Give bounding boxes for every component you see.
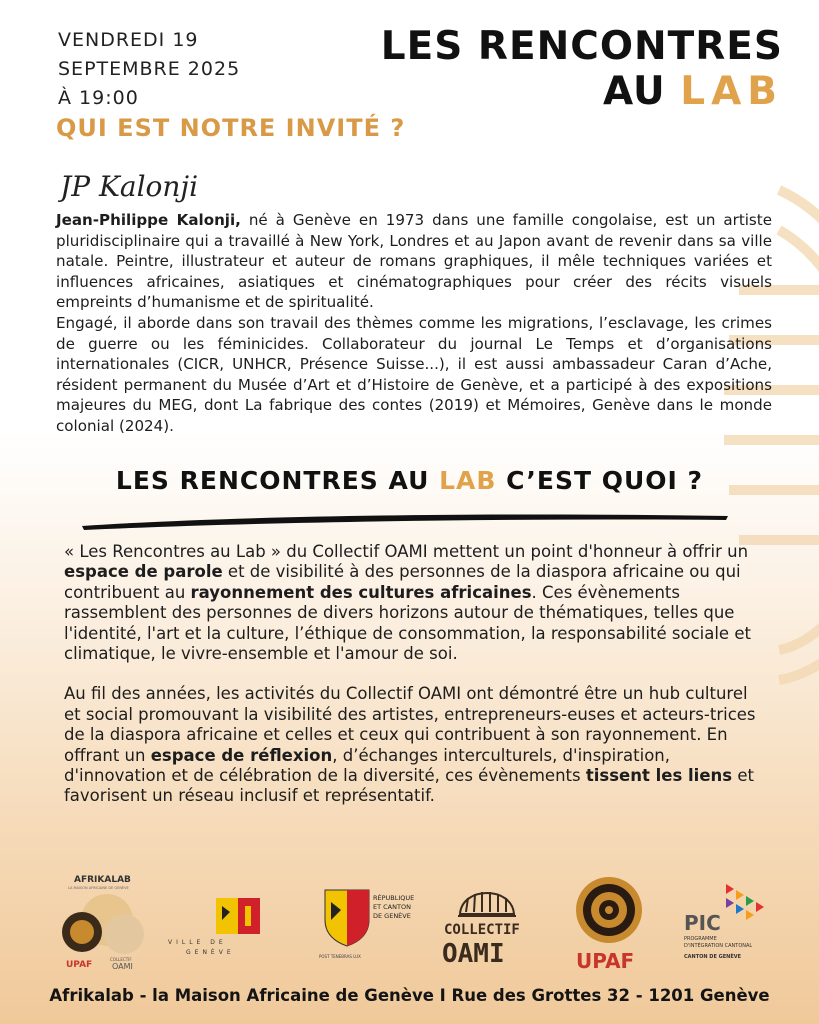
ville-text: VILLE DE (168, 939, 227, 946)
republique-l2: ET CANTON (373, 903, 411, 911)
title-au: AU (603, 69, 666, 114)
about-text: et de visibilité à des personnes de la diaspora africaine ou qui contribuent au (64, 562, 741, 602)
ville-geneve-logo (166, 892, 276, 962)
about-paragraph-2 (64, 684, 764, 806)
artist-signature (58, 160, 208, 212)
about-text: . Ces évènements rassemblent des personnes de divers horizons autour de thématiques, telles que l'identité, l'art et la culture, l’éthique de consommation, la responsabilité sociale et climatique, le vivre-ensemble et l'amour de soi. (64, 582, 751, 664)
geneve-text: GENÈVE (186, 949, 235, 956)
section-heading-prefix: LES RENCONTRES AU (115, 466, 440, 495)
date-line-2: SEPTEMBRE 2025 (58, 58, 241, 80)
page-title (381, 24, 783, 114)
afrikalab-text: AFRIKALAB (74, 875, 131, 885)
oami-small-text: OAMI (112, 962, 133, 971)
republique-l1: RÉPUBLIQUE (373, 894, 415, 902)
upaf-small-text: UPAF (66, 960, 93, 970)
date-line-1: VENDREDI 19 (58, 29, 199, 51)
afrikalab-logo (52, 872, 162, 972)
about-bold: espace de réflexion (150, 745, 333, 765)
section-heading-lab: LAB (439, 466, 497, 495)
about-bold: rayonnement des cultures africaines (190, 582, 532, 602)
about-bold: espace de parole (64, 562, 223, 582)
bio-text-1: né à Genève en 1973 dans une famille congolaise, est un artiste pluridisciplinaire qui a travaillé à New York, Londres et au Japon avant de revenir dans sa ville natale. Peintre, illustrateur et auteur de romans graphiques, il mêle techniques variées et influences africaines, asiatiques et cinématographiques pour créer des récits visuels empreints d’humanisme et de spiritualité. (56, 211, 772, 312)
collectif-text: COLLECTIF (444, 922, 520, 938)
about-text: et favorisent un réseau inclusif et représentatif. (64, 766, 754, 806)
oami-text: OAMI (442, 939, 505, 968)
afrikalab-sub: LA MAISON AFRICAINE DE GENÈVE (68, 886, 129, 890)
upaf-logo (568, 874, 650, 972)
title-line-1: LES RENCONTRES (380, 24, 783, 69)
republique-geneve-logo (315, 880, 425, 962)
about-section (64, 542, 764, 827)
bio-paragraph-2: Engagé, il aborde dans son travail des thèmes comme les migrations, l’esclavage, les crimes de guerre ou les féminicides. Collaborateur du journal Le Temps et d’organisations internationales (CICR, UNHCR, Présence Suisse...), il est aussi ambassadeur Caran d’Ache, résident permanent du Musée d’Art et d’Histoire de Genève, et a participé à des expositions majeures du MEG, dont La fabrique des contes (2019) et Mémoires, Genève dans le monde colonial (2024). (56, 313, 772, 435)
about-text: « Les Rencontres au Lab » du Collectif OAMI mettent un point d'honneur à offrir un (64, 542, 749, 561)
signature-text: JP Kalonji (60, 170, 199, 203)
republique-l3: DE GENÈVE (373, 912, 411, 920)
about-paragraph-1 (64, 542, 764, 664)
guest-heading: QUI EST NOTRE INVITÉ ? (56, 114, 406, 142)
upaf-text: UPAF (576, 949, 635, 972)
partner-logos (0, 872, 819, 982)
pic-l2: D'INTÉGRATION CANTONAL (684, 943, 753, 949)
footer-address: Afrikalab - la Maison Africaine de Genève I Rue des Grottes 32 - 1201 Genève (49, 986, 770, 1005)
about-text: Au fil des années, les activités du Collectif OAMI ont démontré être un hub culturel et social promouvant la visibilité des artistes, entrepreneurs-euses et acteurs-trices de la diaspora africaine et celles et ceux qui contribuent à son rayonnement. En offrant un (64, 684, 756, 765)
title-lab: LAB (680, 69, 783, 114)
pic-logo (680, 882, 790, 964)
guest-name: Jean-Philippe Kalonji, (56, 211, 241, 229)
event-time: À 19:00 (58, 87, 139, 109)
about-bold: tissent les liens (585, 766, 733, 786)
event-date (58, 26, 240, 113)
collectif-oami-logo (432, 876, 542, 968)
pic-l3: CANTON DE GENÈVE (684, 954, 742, 960)
guest-bio (56, 210, 772, 437)
section-heading-suffix: C’EST QUOI ? (496, 466, 704, 495)
oami-small-top: COLLECTIF (110, 957, 132, 962)
pic-text: PIC (684, 911, 721, 935)
republique-motto: POST TENEBRAS LUX (319, 954, 361, 959)
section-heading (0, 466, 819, 495)
pic-l1: PROGRAMME (684, 936, 717, 942)
brush-underline (80, 508, 730, 532)
title-line-2 (381, 69, 783, 114)
about-text: , d’échanges interculturels, d'inspiration, d'innovation et de célébration de la diversité, ces évènements (64, 745, 671, 786)
bio-paragraph-1 (56, 210, 772, 313)
